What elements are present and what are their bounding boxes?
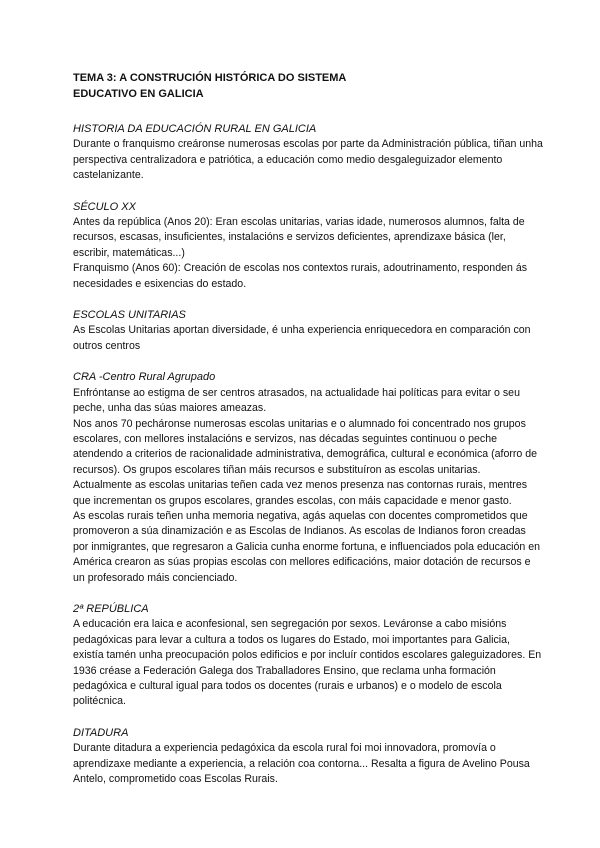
section-heading: DITADURA xyxy=(73,726,129,739)
section-heading: HISTORIA DA EDUCACIÓN RURAL EN GALICIA xyxy=(73,123,317,135)
section-escolas-unitarias xyxy=(73,308,543,354)
document-title: TEMA 3: A CONSTRUCIÓN HISTÓRICA DO SISTEMA EDUCATIVO EN GALICIA xyxy=(73,72,347,100)
paragraph: As Escolas Unitarias aportan diversidade, é unha experiencia enriquecedora en comparación con outros centros xyxy=(73,324,531,352)
paragraph: Antes da república (Anos 20): Eran escolas unitarias, varias idade, numerosos alumnos, falta de recursos, escasas, insuficientes, instalacións e servizos deficientes, aprendizaxe básica (ler, escribir, matemáticas...) xyxy=(73,216,525,259)
paragraph: Durante o franquismo creáronse numerosas escolas por parte da Administración pública, tiñan unha perspectiva centralizadora e patriótica, a educación como medio desgaleguizador elemento castelanizante. xyxy=(73,138,543,182)
section-heading: 2ª REPÚBLICA xyxy=(73,602,149,615)
section-heading: ESCOLAS UNITARIAS xyxy=(73,309,186,322)
section-cra xyxy=(73,370,543,586)
paragraph: As escolas rurais teñen unha memoria negativa, agás aquelas con docentes comprometidos que promoveron a súa dinamización e as Escolas de Indianos. As escolas de Indianos foron creadas por inmigrantes, que regresaron a Galicia cunha enorme fortuna, e influenciados pola educación en América crearon as súas propias escolas con mellores edificacións, maior dotación de recursos e un profesorado máis concienciado. xyxy=(73,509,541,584)
section-ditadura xyxy=(73,726,543,788)
paragraph: Durante ditadura a experiencia pedagóxica da escola rural foi moi innovadora, promovía o aprendizaxe mediante a experiencia, a relación coa contorna... Resalta a figura de Avelino Pousa Antelo, comprometido coas Escolas Rurais. xyxy=(73,742,530,786)
document-page xyxy=(73,70,543,803)
paragraph: Franquismo (Anos 60): Creación de escolas nos contextos rurais, adoutrinamento, responden ás necesidades e esixencias do estado. xyxy=(73,262,528,290)
paragraph: Enfróntanse ao estigma de ser centros atrasados, na actualidade hai políticas para evitar o seu peche, unha das súas maiores ameazas. xyxy=(73,386,520,415)
paragraph: Actualmente as escolas unitarias teñen cada vez menos presenza nas contornas rurais, mentres que incrementan os grupos escolares, grandes escolas, con máis capacidade e menor gasto. xyxy=(73,479,528,507)
section-heading: CRA -Centro Rural Agrupado xyxy=(73,371,216,384)
section-segunda-republica xyxy=(73,602,543,710)
paragraph: A educación era laica e aconfesional, sen segregación por sexos. Leváronse a cabo misións pedagóxicas para levar a cultura a todos os lugares do Estado, moi importantes para Galicia, existía tamén unha preocupación polos edificios e por incluír contidos escolares galeguizadores. En 1936 créase a Federación Galega dos Traballadores Ensino, que reclama unha formación pedagóxica e cultural igual para todos os docentes (rurais e urbanos) e o modelo de escola politécnica. xyxy=(73,618,542,708)
section-seculo-xx xyxy=(73,200,543,292)
paragraph: Nos anos 70 pecháronse numerosas escolas unitarias e o alumnado foi concentrado nos grupos escolares, con mellores instalacións e servizos, nas décadas seguintes continuou o peche atendendo a criterios de racionalidade administrativa, demográfica, cultural e económica (aforro de recursos). Os grupos escolares tiñan máis recursos e substituíron as escolas unitarias. xyxy=(73,417,538,476)
section-historia-educacion-rural xyxy=(73,122,543,184)
section-heading: SÉCULO XX xyxy=(73,200,136,213)
